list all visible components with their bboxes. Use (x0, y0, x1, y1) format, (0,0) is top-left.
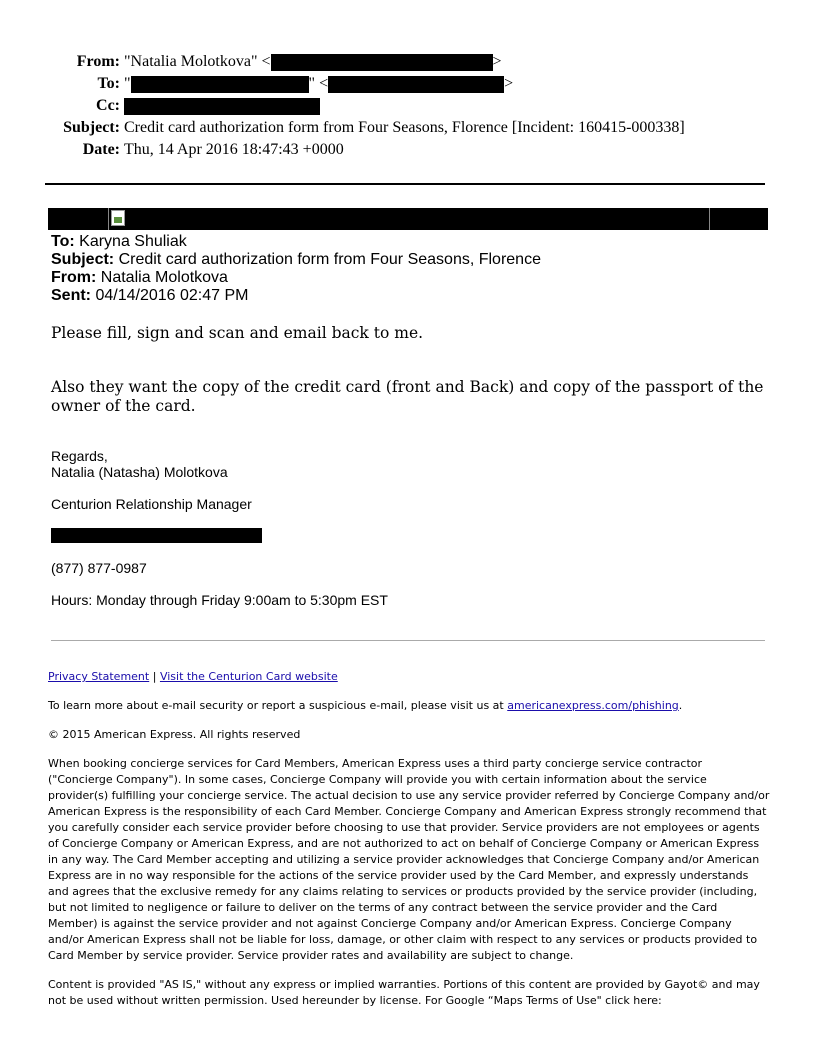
fwd-from-row (51, 269, 541, 287)
fwd-to-value: Karyna Shuliak (79, 233, 187, 250)
concierge-disclaimer: When booking concierge services for Card Members, American Express uses a third party concierge service contractor ("Concierge Company"). In some cases, Concierge Company will provide you with certain information about the service provider(s) fulfilling your concierge service. The actual decision to use any service provider referred by Concierge Company and/or American Express is the responsibility of each Card Member. Concierge Company and American Express strongly recommend that you carefully consider each service provider before choosing to use that provider. Service providers are not employees or agents of Concierge Company or American Express, and are not authorized to act on behalf of Concierge Company or American Express in any way. The Card Member accepting and utilizing a service provider acknowledges that Concierge Company and/or American Express are in no way responsible for the actions of the service provider used by the Card Member, and expressly understands and agrees that the exclusive remedy for any claims relating to services or products provided by the service provider (including, but not limited to negligence or failure to deliver on the terms of any contract between the service provider and the Card Member) is against the service provider and not against Concierge Company and/or American Express. Concierge Company and/or American Express shall not be liable for loss, damage, or other claim with respect to any services or products provided to Card Member by service provider. Service provider rates and availability are subject to change. (48, 757, 770, 962)
to-mid: " < (308, 75, 329, 92)
fwd-from-label: From: (51, 269, 97, 286)
fwd-to-label: To: (51, 233, 75, 250)
from-name: "Natalia Molotkova" < (124, 53, 271, 70)
security-end: . (678, 699, 683, 712)
from-close-bracket: > (492, 53, 502, 70)
redacted-to-email (328, 76, 504, 93)
header-from-row (50, 51, 685, 73)
security-text: To learn more about e-mail security or report a suspicious e-mail, please visit us at (48, 699, 504, 712)
fwd-sent-value: 04/14/2016 02:47 PM (95, 287, 249, 304)
fwd-subject-value: Credit card authorization form from Four Seasons, Florence (118, 251, 541, 268)
header-divider (45, 183, 765, 185)
message-paragraph-1: Please fill, sign and scan and email back to me. (51, 324, 424, 342)
banner-right-block (710, 208, 768, 230)
security-notice (48, 698, 770, 714)
header-cc-row (50, 95, 685, 117)
cc-label: Cc: (96, 97, 120, 114)
fwd-sent-label: Sent: (51, 287, 91, 304)
fwd-to-row (51, 233, 541, 251)
fwd-sent-row (51, 287, 541, 305)
forwarded-meta (51, 233, 541, 305)
broken-image-icon (111, 210, 125, 226)
signature-hours: Hours: Monday through Friday 9:00am to 5:30pm EST (51, 592, 388, 608)
subject-label: Subject: (63, 119, 120, 136)
to-open-quote: " (124, 75, 131, 92)
redacted-signature-line (51, 528, 262, 543)
from-label: From: (76, 53, 120, 70)
centurion-website-link[interactable]: Visit the Centurion Card website (159, 670, 338, 683)
fwd-from-value: Natalia Molotkova (100, 269, 228, 286)
fwd-subject-row (51, 251, 541, 269)
signature-regards: Regards, (51, 448, 108, 464)
to-close-bracket: > (504, 75, 514, 92)
redacted-to-name (131, 76, 309, 93)
footer-divider (51, 640, 765, 641)
to-label: To: (97, 75, 120, 92)
header-subject-row (50, 117, 685, 139)
footer-links (48, 669, 770, 685)
redacted-from-email (271, 54, 493, 71)
redacted-cc (124, 98, 320, 115)
signature-name: Natalia (Natasha) Molotkova (51, 464, 228, 480)
privacy-statement-link[interactable]: Privacy Statement (48, 670, 150, 683)
date-label: Date: (82, 141, 120, 158)
header-date-row (50, 139, 685, 161)
header-to-row (50, 73, 685, 95)
email-header (50, 51, 685, 161)
subject-text: Credit card authorization form from Four Seasons, Florence [Incident: 160415-000338] (124, 119, 685, 136)
signature-title: Centurion Relationship Manager (51, 496, 252, 512)
banner-left-block (48, 208, 108, 230)
message-paragraph-2: Also they want the copy of the credit card (front and Back) and copy of the passport of the owner of the card. (51, 378, 764, 415)
copyright-text: © 2015 American Express. All rights reserved (48, 728, 301, 741)
footer-link-separator: | (152, 670, 157, 683)
signature-phone: (877) 877-0987 (51, 560, 147, 576)
banner-image (108, 208, 710, 230)
date-text: Thu, 14 Apr 2016 18:47:43 +0000 (124, 141, 344, 158)
banner-bar (48, 208, 768, 230)
fwd-subject-label: Subject: (51, 251, 115, 268)
content-notice: Content is provided "AS IS," without any express or implied warranties. Portions of this content are provided by Gayot© and may not be used without written permission. Used hereunder by license. For Google “Maps Terms of Use" click here: (48, 978, 760, 1007)
phishing-link[interactable]: americanexpress.com/phishing (507, 699, 679, 712)
